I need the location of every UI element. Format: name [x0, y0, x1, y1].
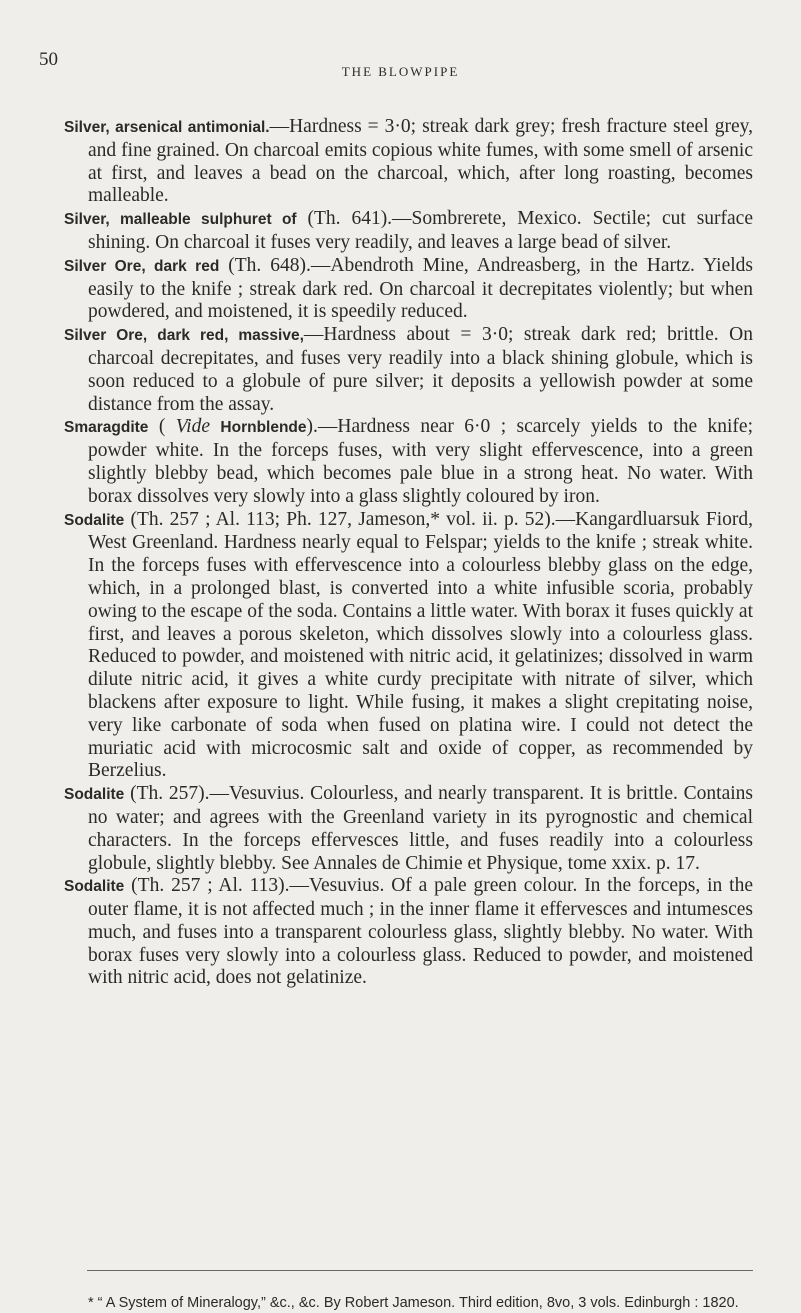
entry-smaragdite	[64, 416, 753, 508]
entry-text: (Th. 257 ; Al. 113).—Vesuvius. Of a pale green colour. In the forceps, in the outer flame, it is not affected much ; in the inner flame it effervesces and intumesces much, and fuses into a transparent colourless glass, slightly blebby. No water. With borax fuses very slowly into a colourless glass. Reduced to powder, and moistened with nitric acid, does not gelatinize.	[88, 875, 753, 989]
entry-text: (Th. 257).—Vesuvius. Colourless, and nearly transparent. It is brittle. Contains no water; and agrees with the Greenland variety in its pyrognostic and chemical characters. In the forceps effervesces little, and fuses readily into a colourless globule, slightly blebby. See Annales de Chimie et Physique, tome xxix. p. 17.	[88, 783, 753, 874]
entry-term: Silver, arsenical antimonial.	[64, 119, 270, 136]
entry-text: (Th. 648).—Abendroth Mine, Andreasberg, in the Hartz. Yields easily to the knife ; streak dark red. On charcoal it decrepitates violently; but when powdered, and moistened, it is speedily reduced.	[88, 254, 753, 323]
vide-word: Vide	[175, 416, 210, 438]
vide-open: (	[148, 416, 176, 438]
entry-term: Silver Ore, dark red	[64, 257, 220, 275]
entry-silver-arsenical-antimonial	[64, 116, 753, 208]
entry-sodalite-vesuvius-colourless	[64, 783, 753, 875]
entry-text: (Th. 641).—Sombrerete, Mexico. Sectile; cut surface shining. On charcoal it fuses very readily, and leaves a large bead of silver.	[88, 208, 753, 253]
entry-text: (Th. 257 ; Al. 113; Ph. 127, Jameson,* vol. ii. p. 52).—Kangardluarsuk Fiord, West Greenland. Hardness nearly equal to Felspar; yields to the knife ; streak white. In the forceps fuses with effervescence into a colourless blebby glass on the edge, which, in a prolonged blast, is converted into a white infusible scoria, probably owing to the escape of the soda. Contains a little water. With borax it fuses quickly at first, and leaves a porous skeleton, which dissolves slowly into a colourless glass. Reduced to powder, and moistened with nitric acid, it gelatinizes; dissolved in warm dilute nitric acid, it gives a white curdy precipitate with nitrate of silver, which blackens after exposure to light. While fusing, it makes a slight crepitating noise, very like carbonate of soda when fused on platina wire. I could not detect the muriatic acid with microcosmic salt and oxide of copper, as recommended by Berzelius.	[88, 508, 753, 782]
page-number: 50	[39, 49, 58, 70]
entry-term: Silver Ore, dark red, massive,	[64, 327, 304, 345]
entry-text: ).—Hardness near 6·0 ; scarcely yields to the knife; powder white. In the forceps fuses, with very slight effervescence, into a green slightly blebby bead, which becomes pale blue in a strong heat. No water. With borax dissolves very slowly into a glass slightly coloured by iron.	[88, 416, 753, 507]
vide-term: Hornblende	[220, 419, 307, 437]
entry-term: Sodalite	[64, 511, 125, 529]
entry-text: —Hardness about = 3·0; streak dark red; brittle. On charcoal decrepitates, and fuses very readily into a black shining globule, which is soon reduced to a globule of pure silver; it deposits a yellowish powder at some distance from the assay.	[88, 324, 753, 415]
footnote: * “ A System of Mineralogy,” &c., &c. By Robert Jameson. Third edition, 8vo, 3 vols. Edinburgh : 1820.	[88, 1294, 739, 1311]
entry-term: Sodalite	[64, 786, 125, 804]
entry-list	[64, 116, 753, 990]
entry-sodalite-greenland	[64, 509, 753, 784]
entry-sodalite-vesuvius-green	[64, 875, 753, 990]
entry-term: Sodalite	[64, 878, 125, 896]
entry-silver-malleable-sulphuret	[64, 208, 753, 255]
running-title: THE BLOWPIPE	[341, 64, 460, 79]
entry-term: Silver, malleable sulphuret of	[64, 211, 297, 229]
entry-text: —Hardness = 3·0; streak dark grey; fresh fracture steel grey, and fine grained. On charcoal emits copious white fumes, with some smell of arsenic at first, and leaves a bead on the charcoal, which, after long roasting, becomes malleable.	[88, 116, 753, 207]
entry-silver-ore-dark-red-massive	[64, 324, 753, 416]
entry-term: Smaragdite	[64, 419, 149, 437]
footnote-divider	[87, 1270, 753, 1271]
entry-silver-ore-dark-red	[64, 255, 753, 324]
